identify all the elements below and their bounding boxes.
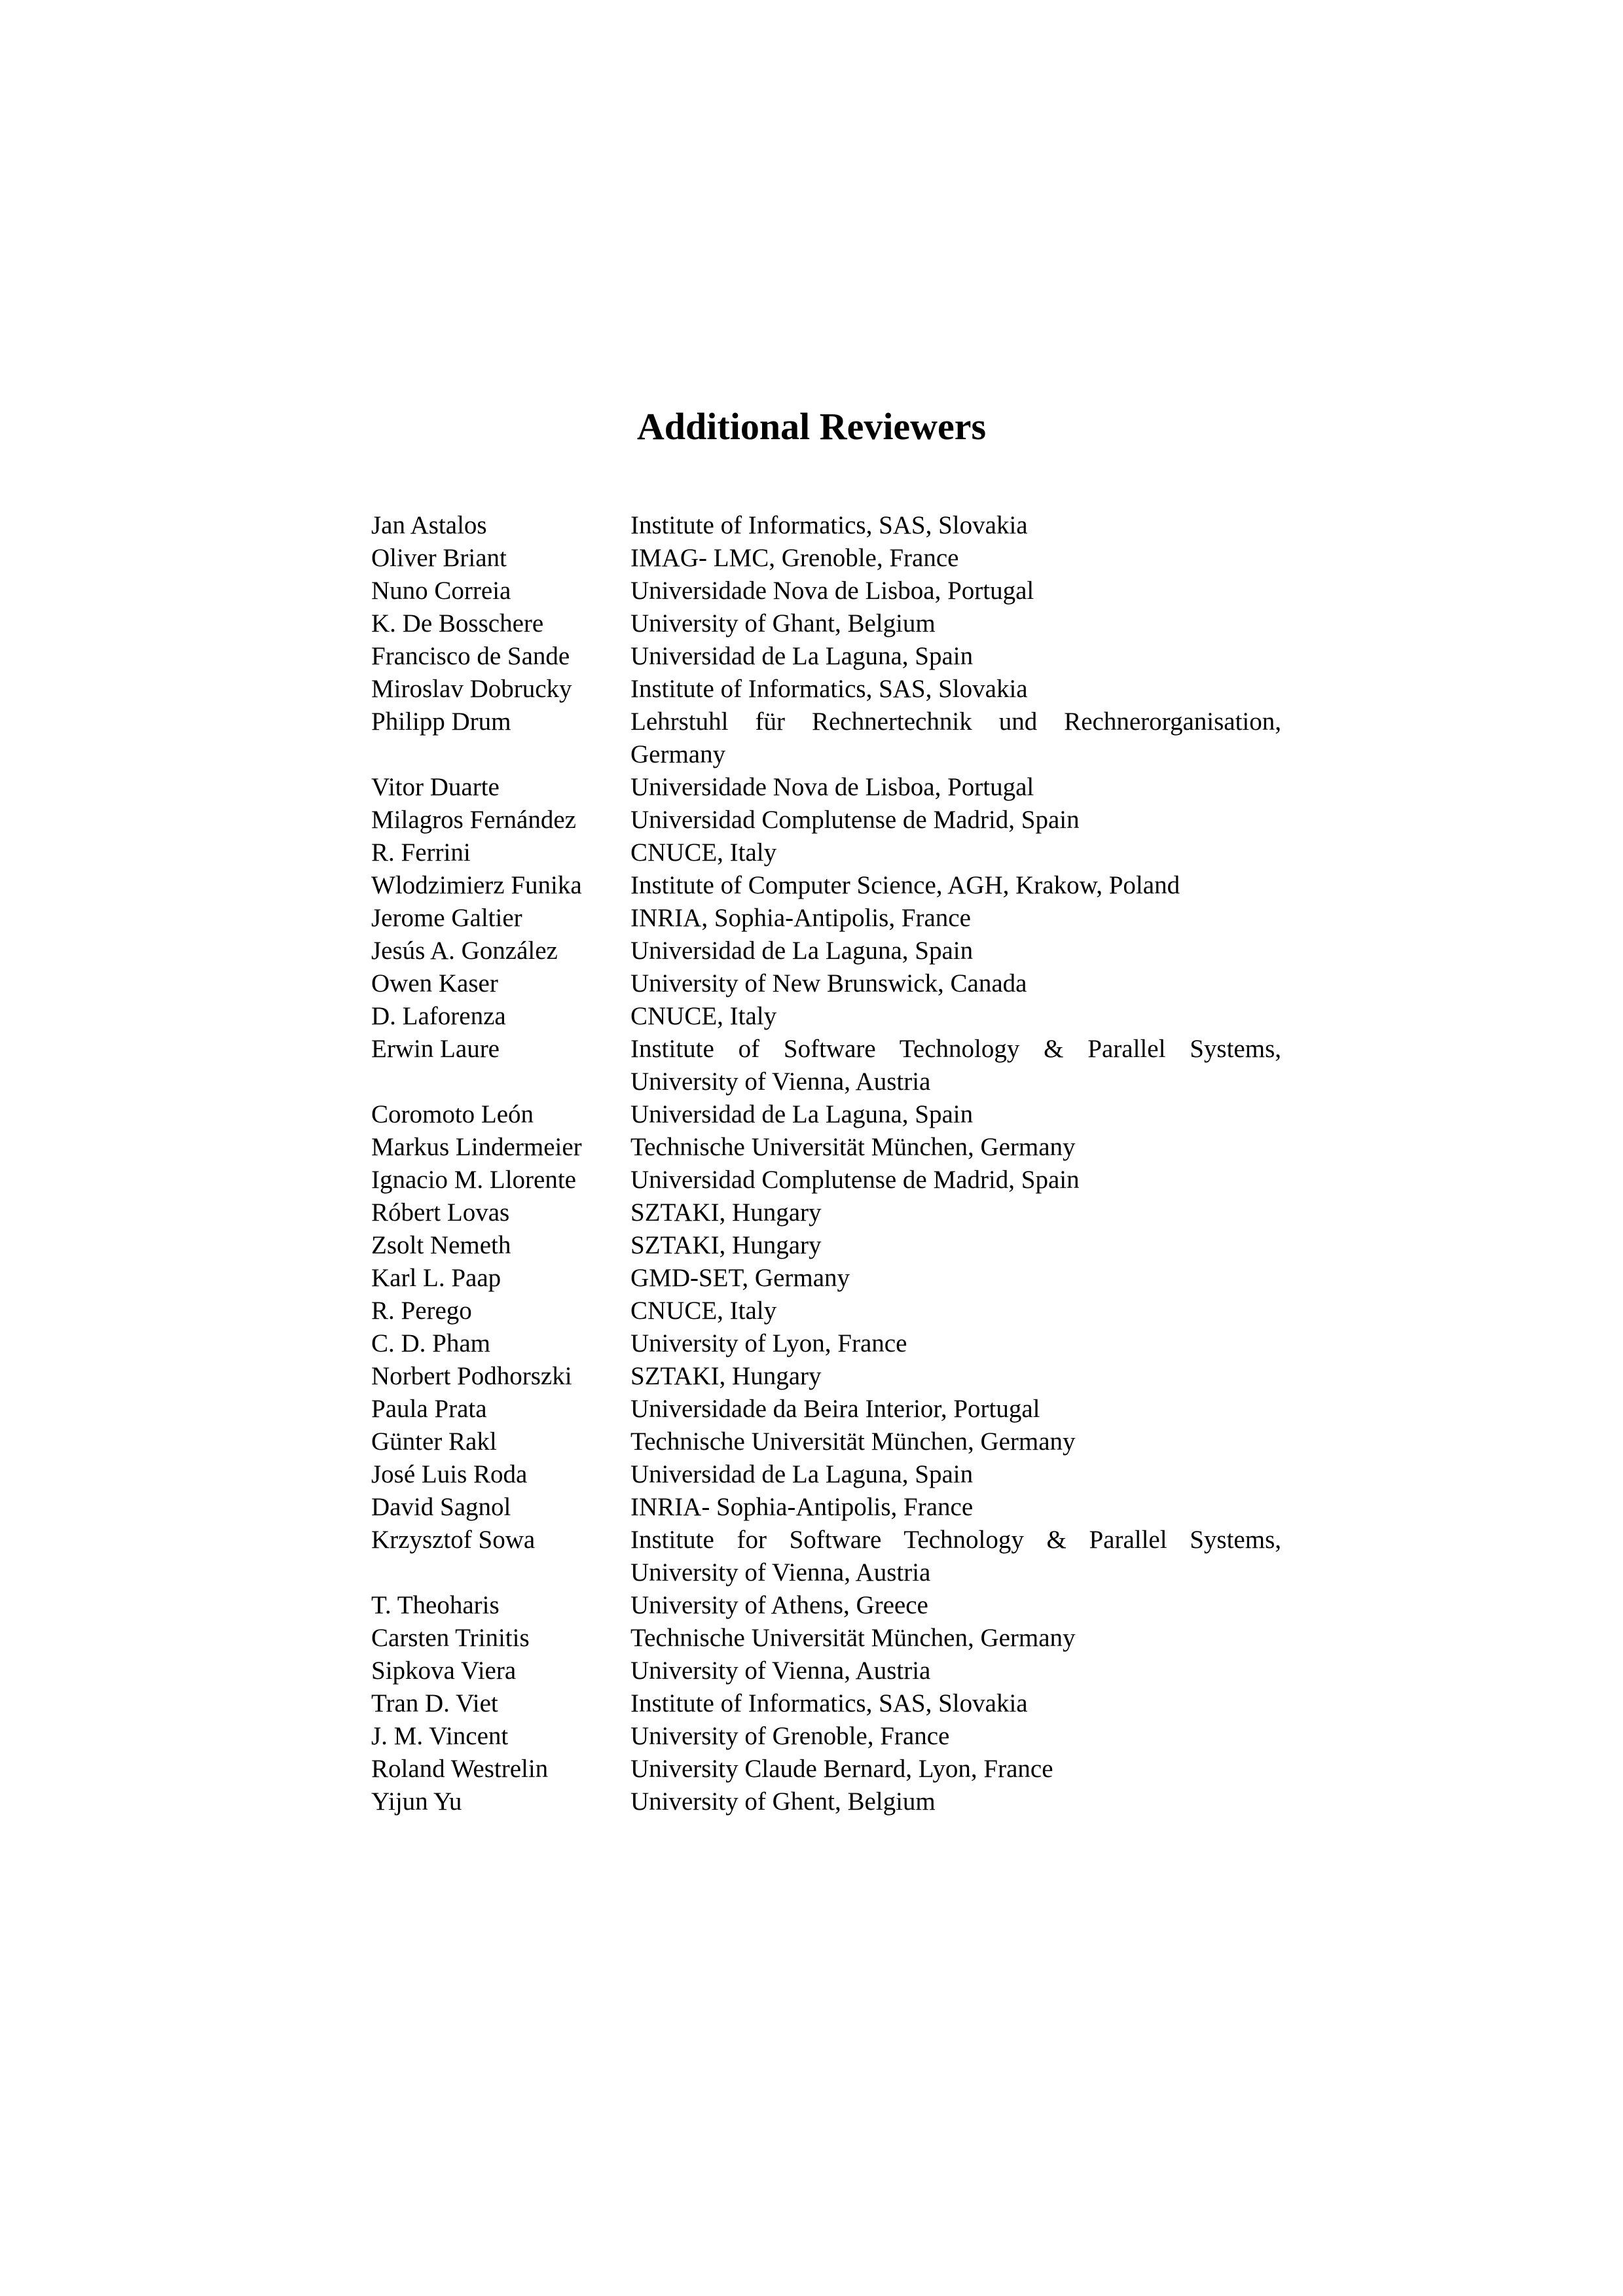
reviewer-name: Vitor Duarte: [371, 773, 500, 801]
reviewer-row: [371, 935, 1281, 967]
reviewer-row: [371, 1164, 1281, 1196]
reviewer-affiliation: Universidade Nova de Lisboa, Portugal: [630, 773, 1034, 801]
reviewer-name: Krzysztof Sowa: [371, 1526, 536, 1554]
reviewer-affiliation: University Claude Bernard, Lyon, France: [630, 1755, 1053, 1783]
reviewer-affiliation: University of Lyon, France: [630, 1329, 907, 1357]
reviewer-affiliation: Institute of Informatics, SAS, Slovakia: [630, 511, 1028, 539]
reviewer-affiliation: Technische Universität München, Germany: [630, 1427, 1076, 1456]
reviewer-name: Zsolt Nemeth: [371, 1231, 511, 1259]
reviewer-affiliation: Technische Universität München, Germany: [630, 1133, 1076, 1161]
reviewer-affiliation: CNUCE, Italy: [630, 1297, 777, 1325]
reviewer-name: Markus Lindermeier: [371, 1133, 582, 1161]
reviewer-name: R. Ferrini: [371, 838, 471, 867]
reviewer-name: Coromoto León: [371, 1100, 534, 1128]
reviewer-row: [371, 1131, 1281, 1164]
reviewer-affiliation: Universidade da Beira Interior, Portugal: [630, 1395, 1040, 1423]
reviewer-row: [371, 1033, 1281, 1098]
reviewer-affiliation: University of Grenoble, France: [630, 1722, 950, 1750]
reviewer-row: [371, 1295, 1281, 1327]
reviewer-name: Miroslav Dobrucky: [371, 675, 572, 703]
reviewer-name: Paula Prata: [371, 1395, 487, 1423]
reviewer-row: [371, 1196, 1281, 1229]
reviewer-name: Jan Astalos: [371, 511, 487, 539]
reviewer-row: [371, 1000, 1281, 1033]
reviewer-affiliation: University of Ghent, Belgium: [630, 1787, 936, 1816]
reviewer-affiliation: Institute for Software Technology & Parallel Systems, University of Vienna, Austria: [630, 1526, 1281, 1587]
reviewer-row: [371, 607, 1281, 640]
reviewer-name: Róbert Lovas: [371, 1198, 510, 1227]
reviewer-row: [371, 1262, 1281, 1295]
reviewer-row: [371, 706, 1281, 771]
reviewer-name: Günter Rakl: [371, 1427, 497, 1456]
reviewer-affiliation: INRIA, Sophia-Antipolis, France: [630, 904, 971, 932]
reviewer-name: Oliver Briant: [371, 544, 507, 572]
reviewer-name: Philipp Drum: [371, 708, 511, 736]
reviewer-row: [371, 575, 1281, 607]
reviewer-name: Roland Westrelin: [371, 1755, 549, 1783]
reviewer-row: [371, 869, 1281, 902]
reviewer-row: [371, 1360, 1281, 1393]
reviewer-row: [371, 542, 1281, 575]
reviewer-name: Sipkova Viera: [371, 1657, 517, 1685]
reviewer-affiliation: University of New Brunswick, Canada: [630, 969, 1027, 997]
reviewer-name: José Luis Roda: [371, 1460, 528, 1488]
reviewer-name: Norbert Podhorszki: [371, 1362, 572, 1390]
reviewer-affiliation: University of Vienna, Austria: [630, 1657, 931, 1685]
reviewer-row: [371, 1785, 1281, 1818]
reviewer-name: Wlodzimierz Funika: [371, 871, 582, 899]
reviewer-name: C. D. Pham: [371, 1329, 491, 1357]
reviewer-name: J. M. Vincent: [371, 1722, 509, 1750]
reviewer-affiliation: Institute of Informatics, SAS, Slovakia: [630, 1689, 1028, 1717]
reviewer-affiliation: Institute of Informatics, SAS, Slovakia: [630, 675, 1028, 703]
reviewer-row: [371, 1655, 1281, 1687]
reviewer-affiliation: Universidad Complutense de Madrid, Spain: [630, 806, 1080, 834]
reviewer-row: [371, 1426, 1281, 1458]
reviewer-name: Francisco de Sande: [371, 642, 570, 670]
reviewer-row: [371, 1229, 1281, 1262]
reviewer-affiliation: Universidad de La Laguna, Spain: [630, 1460, 974, 1488]
reviewer-affiliation: SZTAKI, Hungary: [630, 1198, 822, 1227]
reviewer-name: K. De Bosschere: [371, 609, 544, 637]
reviewer-list: [371, 509, 1281, 1818]
reviewer-affiliation: Universidad de La Laguna, Spain: [630, 937, 974, 965]
reviewer-affiliation: University of Ghant, Belgium: [630, 609, 936, 637]
reviewer-row: [371, 771, 1281, 804]
reviewer-row: [371, 902, 1281, 935]
reviewer-row: [371, 1098, 1281, 1131]
reviewer-row: [371, 1720, 1281, 1753]
reviewer-row: [371, 640, 1281, 673]
reviewer-affiliation: Universidade Nova de Lisboa, Portugal: [630, 577, 1034, 605]
reviewer-name: Owen Kaser: [371, 969, 498, 997]
reviewer-affiliation: Universidad de La Laguna, Spain: [630, 642, 974, 670]
reviewer-row: [371, 1458, 1281, 1491]
reviewer-row: [371, 1393, 1281, 1426]
reviewer-row: [371, 1327, 1281, 1360]
reviewer-name: Jerome Galtier: [371, 904, 522, 932]
page-title: Additional Reviewers: [636, 405, 987, 448]
reviewer-name: Milagros Fernández: [371, 806, 576, 834]
reviewer-name: David Sagnol: [371, 1493, 511, 1521]
reviewer-row: [371, 836, 1281, 869]
reviewer-name: Carsten Trinitis: [371, 1624, 530, 1652]
reviewer-row: [371, 509, 1281, 542]
reviewer-name: Erwin Laure: [371, 1035, 500, 1063]
reviewer-name: Yijun Yu: [371, 1787, 462, 1816]
reviewer-name: Nuno Correia: [371, 577, 511, 605]
reviewer-name: Jesús A. González: [371, 937, 558, 965]
reviewer-row: [371, 1589, 1281, 1622]
reviewer-row: [371, 1687, 1281, 1720]
reviewer-affiliation: Universidad de La Laguna, Spain: [630, 1100, 974, 1128]
reviewer-affiliation: Universidad Complutense de Madrid, Spain: [630, 1166, 1080, 1194]
reviewer-row: [371, 1622, 1281, 1655]
reviewer-affiliation: IMAG- LMC, Grenoble, France: [630, 544, 959, 572]
reviewer-name: Ignacio M. Llorente: [371, 1166, 576, 1194]
reviewer-row: [371, 967, 1281, 1000]
reviewer-name: Tran D. Viet: [371, 1689, 498, 1717]
reviewer-name: D. Laforenza: [371, 1002, 506, 1030]
reviewer-affiliation: Institute of Computer Science, AGH, Krakow, Poland: [630, 871, 1180, 899]
reviewer-row: [371, 1524, 1281, 1589]
reviewer-affiliation: Technische Universität München, Germany: [630, 1624, 1076, 1652]
reviewer-name: R. Perego: [371, 1297, 472, 1325]
reviewer-affiliation: University of Athens, Greece: [630, 1591, 928, 1619]
reviewer-affiliation: INRIA- Sophia-Antipolis, France: [630, 1493, 974, 1521]
reviewer-affiliation: Lehrstuhl für Rechnertechnik und Rechnerorganisation, Germany: [630, 708, 1281, 768]
reviewer-name: T. Theoharis: [371, 1591, 500, 1619]
reviewer-name: Karl L. Paap: [371, 1264, 501, 1292]
reviewer-row: [371, 1491, 1281, 1524]
reviewer-affiliation: SZTAKI, Hungary: [630, 1231, 822, 1259]
reviewer-row: [371, 804, 1281, 836]
reviewer-row: [371, 673, 1281, 706]
reviewer-affiliation: GMD-SET, Germany: [630, 1264, 850, 1292]
reviewer-affiliation: CNUCE, Italy: [630, 1002, 777, 1030]
reviewer-affiliation: SZTAKI, Hungary: [630, 1362, 822, 1390]
reviewer-affiliation: CNUCE, Italy: [630, 838, 777, 867]
reviewer-row: [371, 1753, 1281, 1785]
reviewer-affiliation: Institute of Software Technology & Parallel Systems, University of Vienna, Austria: [630, 1035, 1281, 1096]
